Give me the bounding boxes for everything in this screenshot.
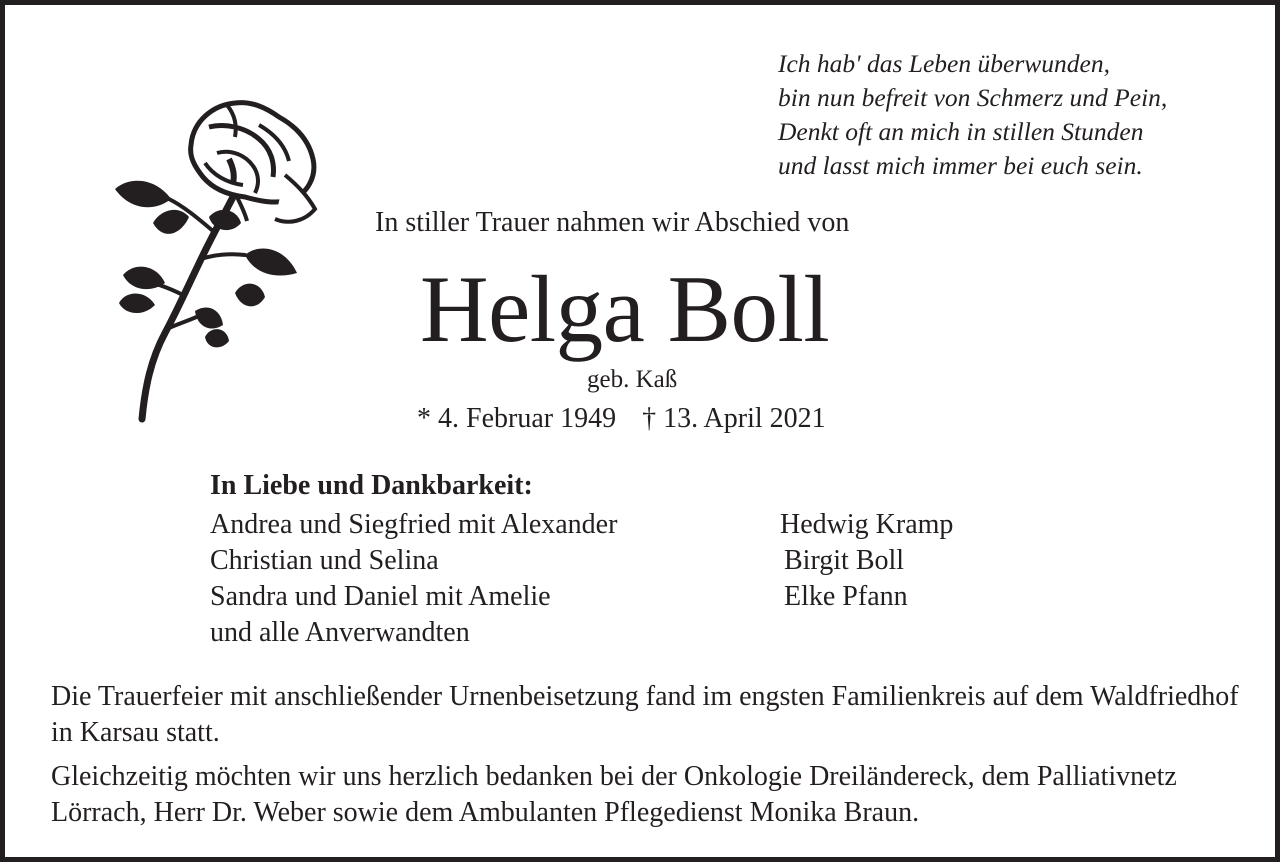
mourner-entry: Christian und Selina — [210, 545, 439, 576]
poem-line: Ich hab' das Leben überwunden, — [778, 49, 1110, 78]
mourner-entry: Birgit Boll — [784, 545, 905, 576]
poem-line: bin nun befreit von Schmerz und Pein, — [778, 83, 1168, 112]
rose-icon — [109, 97, 327, 425]
thanks-paragraph: Gleichzeitig möchten wir uns herzlich bedanken bei der Onkologie Dreiländereck, dem Palliativnetz Lörrach, Herr Dr. Weber sowie dem Ambulanten Pflegedienst Monika Braun. — [51, 761, 1177, 828]
poem-line: Denkt oft an mich in stillen Stunden — [778, 117, 1144, 146]
mourners-list-left — [210, 507, 617, 651]
ceremony-paragraph: Die Trauerfeier mit anschließender Urnenbeisetzung fand im engsten Familienkreis auf dem Waldfriedhof in Karsau statt. — [51, 681, 1239, 748]
deceased-name: Helga Boll — [420, 256, 830, 362]
mourners-heading: In Liebe und Dankbarkeit: — [210, 470, 533, 501]
mourner-entry: Hedwig Kramp — [780, 509, 954, 540]
birth-date: * 4. Februar 1949 — [417, 403, 617, 434]
poem-line: und lasst mich immer bei euch sein. — [778, 151, 1143, 180]
memorial-poem — [778, 47, 1167, 183]
mourner-entry: Sandra und Daniel mit Amelie — [210, 581, 551, 612]
death-date: † 13. April 2021 — [642, 403, 826, 434]
mourner-entry: Andrea und Siegfried mit Alexander — [210, 509, 618, 540]
farewell-intro: In stiller Trauer nahmen wir Abschied von — [375, 207, 850, 238]
mourner-entry: und alle Anverwandten — [210, 617, 470, 648]
mourners-list-right — [780, 507, 953, 615]
mourner-entry: Elke Pfann — [784, 581, 908, 612]
maiden-name: geb. Kaß — [587, 366, 678, 393]
life-dates — [417, 401, 826, 437]
